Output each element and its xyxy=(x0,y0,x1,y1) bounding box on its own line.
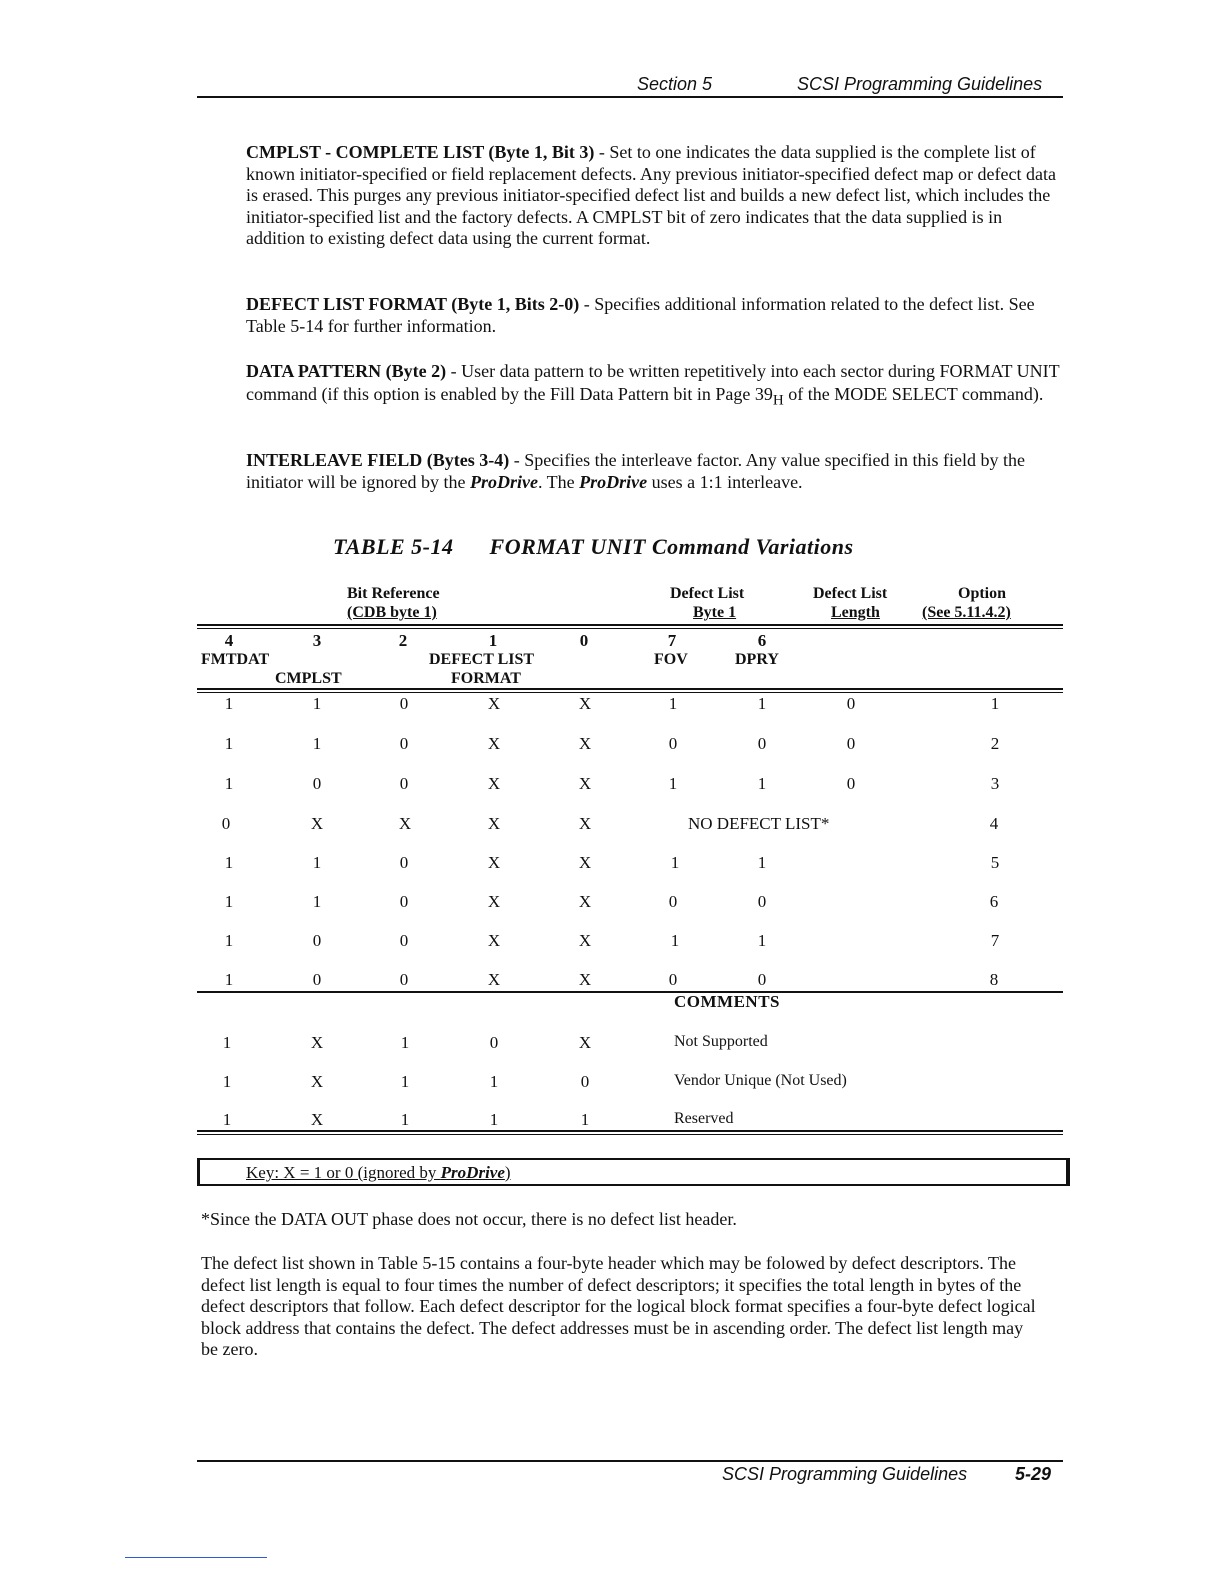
header-defect-list-byte: Defect List xyxy=(670,585,745,602)
table-cell: 1 xyxy=(224,694,234,713)
key-text xyxy=(246,1163,511,1183)
header-option: Option xyxy=(958,585,1007,602)
table-title xyxy=(333,534,884,560)
table-cell: 1 xyxy=(757,931,767,950)
table-cell: X xyxy=(310,1110,324,1129)
table-cell: 0 xyxy=(312,931,322,950)
rule-header-1 xyxy=(197,688,1063,690)
footer-title: SCSI Programming Guidelines xyxy=(722,1464,968,1484)
text-data-pattern-2: of the MODE SELECT command). xyxy=(783,384,1044,404)
table-cell: 0 xyxy=(399,892,409,911)
table-cell: 0 xyxy=(846,774,856,793)
table-cell: X xyxy=(578,814,592,833)
table-cell: 0 xyxy=(757,734,767,753)
rule-header-2 xyxy=(197,692,1063,693)
table-cell: 0 xyxy=(846,694,856,713)
table-cell: 1 xyxy=(224,970,234,989)
table-cell: 0 xyxy=(399,694,409,713)
bit-number: 3 xyxy=(312,631,322,650)
table-cell: X xyxy=(578,892,592,911)
table-cell: 1 xyxy=(222,1110,232,1129)
table-cell: 1 xyxy=(668,694,678,713)
table-cell: 0 xyxy=(399,734,409,753)
link-underline-artifact xyxy=(125,1557,267,1558)
table-cell: 1 xyxy=(222,1072,232,1091)
table-cell: 7 xyxy=(990,931,1000,950)
page-footer xyxy=(197,1460,1063,1484)
text-cmplst: - Set to one indicates the data supplied is the complete list of known initiator-specified or field replacement defects. Any previous initiator-specified defect map or defect data is erased. This purges any previous initiator-specified defect list and builds a new defect list, which includes the initiator-specified list and the factory defects. A CMPLST bit of zero indicates that the data supplied is in addition to existing defect data using the current format. xyxy=(246,142,1056,249)
table-cell: 1 xyxy=(757,694,767,713)
table-cell: 0 xyxy=(846,734,856,753)
comment-text: Not Supported xyxy=(674,1033,768,1050)
table-cell: 0 xyxy=(757,970,767,989)
table-cell: X xyxy=(398,814,412,833)
table-cell: 1 xyxy=(312,892,322,911)
text-defect-list-format: - Specifies additional information related to the defect list. See Table 5-14 for further information. xyxy=(246,294,1035,336)
bit-number: 0 xyxy=(579,631,589,650)
text-interleave: - Specifies the interleave factor. Any value specified in this field by the initiator will be ignored by the xyxy=(246,450,1026,492)
comments-header: COMMENTS xyxy=(674,992,780,1011)
table-cell: 1 xyxy=(400,1033,410,1052)
comment-text: Reserved xyxy=(674,1110,734,1127)
closing-paragraph: The defect list shown in Table 5-15 contains a four-byte header which may be folowed by defect descriptors. The defect list length is equal to four times the number of defect descriptors; it specifies the total length in bytes of the defect descriptors that follow. Each defect descriptor for the logical block format specifies a four-byte defect logical block address that contains the defect. The defect addresses must be in ascending order. The defect list length may be zero. xyxy=(201,1253,1036,1360)
key-suffix: ) xyxy=(504,1163,511,1182)
label-dpry: DPRY xyxy=(735,651,779,668)
table-cell: X xyxy=(310,814,324,833)
table-cell: 1 xyxy=(580,1110,590,1129)
table-cell: 0 xyxy=(668,734,678,753)
bit-number: 1 xyxy=(488,631,498,650)
table-cell: 1 xyxy=(312,694,322,713)
no-defect-list-note: NO DEFECT LIST* xyxy=(688,814,830,833)
bit-number: 2 xyxy=(398,631,408,650)
table-cell: X xyxy=(487,694,501,713)
paragraph-defect-list-format xyxy=(246,294,1062,337)
table-cell: 1 xyxy=(312,734,322,753)
table-cell: 1 xyxy=(224,931,234,950)
rule-bottom-2 xyxy=(197,1134,1063,1135)
header-cdb-byte: (CDB byte 1) xyxy=(347,604,437,621)
table-cell: 1 xyxy=(489,1072,499,1091)
table-cell: X xyxy=(487,970,501,989)
label-fmtdat: FMTDAT xyxy=(201,651,270,668)
table-cell: X xyxy=(578,694,592,713)
table-cell: 5 xyxy=(990,853,1000,872)
table-cell: 0 xyxy=(399,970,409,989)
key-prodrive: ProDrive xyxy=(440,1163,505,1182)
table-cell: X xyxy=(487,931,501,950)
bit-number: 6 xyxy=(757,631,767,650)
page-number: 5-29 xyxy=(1015,1464,1052,1484)
table-cell: 1 xyxy=(224,892,234,911)
table-cell: X xyxy=(578,1033,592,1052)
table-cell: 0 xyxy=(399,853,409,872)
table-cell: 6 xyxy=(989,892,999,911)
table-cell: 1 xyxy=(668,774,678,793)
table-cell: 0 xyxy=(399,774,409,793)
rule-bottom-1 xyxy=(197,1130,1063,1132)
table-cell: 1 xyxy=(670,931,680,950)
table-cell: X xyxy=(487,774,501,793)
rule-top-1 xyxy=(197,624,1063,626)
table-cell: 1 xyxy=(990,694,1000,713)
table-cell: 0 xyxy=(489,1033,499,1052)
table-cell: 0 xyxy=(668,970,678,989)
page-header xyxy=(197,72,1063,98)
bit-number: 7 xyxy=(667,631,677,650)
table-cell: 2 xyxy=(990,734,1000,753)
table-cell: 8 xyxy=(989,970,999,989)
table-cell: X xyxy=(487,814,501,833)
text-interleave-2: . The xyxy=(537,471,580,492)
paragraph-data-pattern xyxy=(246,360,1062,413)
term-defect-list-format: DEFECT LIST FORMAT (Byte 1, Bits 2-0) xyxy=(246,294,580,314)
paragraph-cmplst xyxy=(246,142,1062,250)
header-defect-list-length: Defect List xyxy=(813,585,888,602)
table-cell: 1 xyxy=(224,734,234,753)
label-cmplst: CMPLST xyxy=(275,670,342,687)
prodrive-emphasis-1: ProDrive xyxy=(469,471,538,492)
table-cell: 4 xyxy=(989,814,999,833)
term-interleave: INTERLEAVE FIELD (Bytes 3-4) xyxy=(246,450,510,470)
table-cell: X xyxy=(578,853,592,872)
text-interleave-3: uses a 1:1 interleave. xyxy=(647,471,803,492)
table-cell: 0 xyxy=(580,1072,590,1091)
table-cell: 1 xyxy=(670,853,680,872)
table-cell: 0 xyxy=(757,892,767,911)
table-cell: X xyxy=(310,1072,324,1091)
table-cell: X xyxy=(310,1033,324,1052)
table-cell: 0 xyxy=(399,931,409,950)
header-title: SCSI Programming Guidelines xyxy=(797,74,1043,94)
table-cell: 1 xyxy=(400,1072,410,1091)
paragraph-interleave xyxy=(246,450,1062,493)
hex-subscript: H xyxy=(772,392,784,409)
table-cell: X xyxy=(578,774,592,793)
table-cell: 1 xyxy=(312,853,322,872)
header-length: Length xyxy=(831,604,880,621)
bit-number: 4 xyxy=(224,631,234,650)
key-prefix: Key: X = 1 or 0 (ignored by xyxy=(246,1163,441,1182)
table-cell: 1 xyxy=(222,1033,232,1052)
table-cell: 1 xyxy=(400,1110,410,1129)
table-cell: 1 xyxy=(224,853,234,872)
header-byte-1: Byte 1 xyxy=(693,604,737,621)
term-data-pattern: DATA PATTERN (Byte 2) xyxy=(246,361,447,381)
label-fov: FOV xyxy=(654,651,688,668)
comment-text: Vendor Unique (Not Used) xyxy=(674,1072,847,1089)
table-cell: 0 xyxy=(221,814,231,833)
table-cell: X xyxy=(578,931,592,950)
table-cell: 1 xyxy=(489,1110,499,1129)
key-box xyxy=(197,1158,1070,1186)
table-cell: 0 xyxy=(668,892,678,911)
table-caption: FORMAT UNIT Command Variations xyxy=(489,534,854,559)
footnote: *Since the DATA OUT phase does not occur, there is no defect list header. xyxy=(201,1209,737,1229)
label-defect-list: DEFECT LIST xyxy=(429,651,535,668)
header-bit-reference: Bit Reference xyxy=(347,585,440,602)
prodrive-emphasis-2: ProDrive xyxy=(579,471,648,492)
table-cell: X xyxy=(578,970,592,989)
table-cell: X xyxy=(578,734,592,753)
table-cell: 3 xyxy=(990,774,1000,793)
rule-mid xyxy=(197,991,1063,993)
table-cell: X xyxy=(487,853,501,872)
table-cell: 1 xyxy=(757,774,767,793)
rule-top-2 xyxy=(197,628,1063,629)
table-cell: 1 xyxy=(224,774,234,793)
table-cell: X xyxy=(487,734,501,753)
label-format: FORMAT xyxy=(451,670,521,687)
table-cell: X xyxy=(487,892,501,911)
table-cell: 0 xyxy=(312,774,322,793)
table-number: TABLE 5-14 xyxy=(333,534,454,559)
header-section: Section 5 xyxy=(637,74,713,94)
term-cmplst: CMPLST - COMPLETE LIST (Byte 1, Bit 3) xyxy=(246,142,595,162)
text-data-pattern: - User data pattern to be written repetitively into each sector during FORMAT UNIT command (if this option is enabled by the Fill Data Pattern bit in Page 39 xyxy=(246,361,1060,404)
table-cell: 1 xyxy=(757,853,767,872)
header-see-section: (See 5.11.4.2) xyxy=(922,604,1011,621)
table-cell: 0 xyxy=(312,970,322,989)
